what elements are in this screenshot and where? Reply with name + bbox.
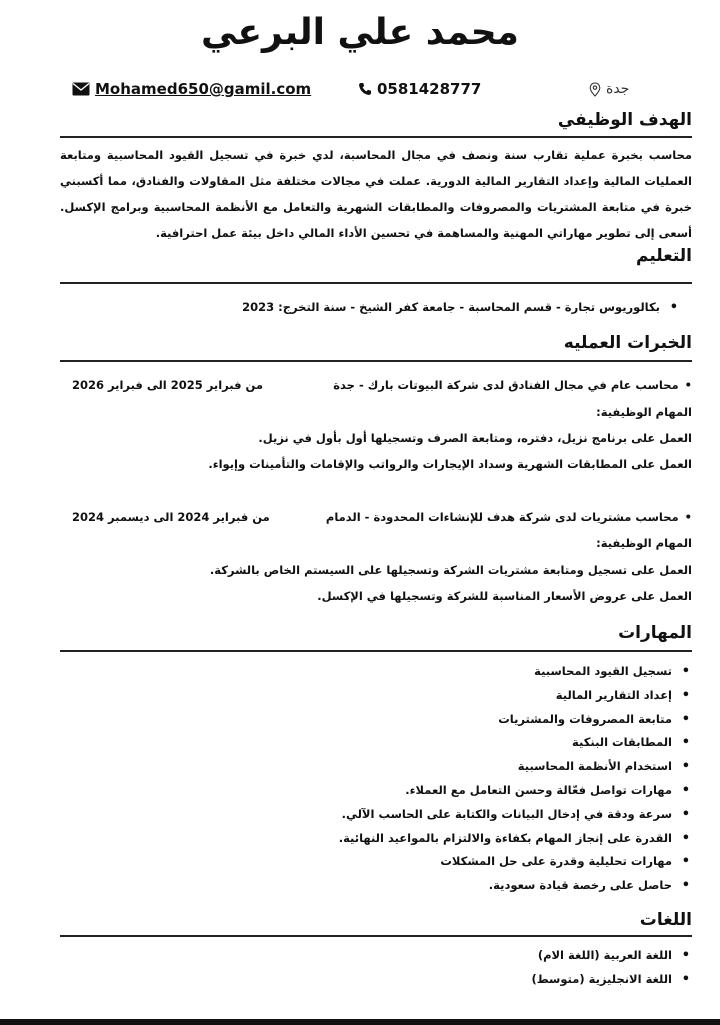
- job-1-title: • محاسب عام في مجال الفنادق لدى شركة البيوتات بارك - جدة: [333, 378, 692, 392]
- languages-divider: [60, 935, 692, 937]
- job-2-tasks-label: المهام الوظيفية:: [596, 536, 692, 550]
- job-2-title: • محاسب مشتريات لدى شركة هدف للإنشاءات المحدودة - الدمام: [326, 510, 692, 524]
- job-1-header: [72, 378, 692, 398]
- job-1-dates: من فبراير 2025 الى فبراير 2026: [72, 378, 264, 392]
- skill-item: • متابعة المصروفات والمشتريات: [339, 708, 672, 732]
- skills-list: [339, 660, 692, 898]
- education-heading: التعليم: [636, 246, 692, 266]
- phone-icon: [358, 82, 372, 96]
- city-contact: [589, 78, 629, 100]
- language-item: • اللغة العربية (اللغة الام): [531, 944, 672, 968]
- bottom-border: [0, 1019, 720, 1025]
- skill-item: • استخدام الأنظمة المحاسبية: [339, 755, 672, 779]
- phone-contact: [358, 78, 481, 100]
- skill-item: • مهارات تحليلية وقدرة على حل المشكلات: [339, 850, 672, 874]
- email-link[interactable]: Mohamed650@gamil.com: [95, 80, 312, 98]
- skill-item: • المطابقات البنكية: [339, 731, 672, 755]
- language-item: • اللغة الانجليزية (متوسط): [531, 968, 672, 992]
- education-list: [242, 296, 680, 320]
- skill-item: • القدرة على إنجاز المهام بكفاءة والالتزام بالمواعيد النهائية.: [339, 827, 672, 851]
- languages-list: [531, 944, 692, 992]
- objective-text: محاسب بخبرة عملية تقارب سنة ونصف في مجال المحاسبة، لدي خبرة في تسجيل القيود المحاسبية ومتابعة العمليات المالية وإعداد التقارير المالية الدورية. عملت في مجالات مختلفة مثل المقاولات والفنادق، مما أكسبني خبرة في متابعة المشتريات والمصروفات والمطابقات الشهرية والتعامل مع الأنظمة المحاسبية وبرامج الإكسل. أسعى إلى تطوير مهاراتي المهنية والمساهمة في تحسين الأداء المالي داخل بيئة عمل احترافية.: [60, 148, 692, 240]
- skills-divider: [60, 650, 692, 652]
- skill-item: • حاصل على رخصة قيادة سعودية.: [339, 874, 672, 898]
- job-1-tasks-label: المهام الوظيفية:: [596, 405, 692, 419]
- email-contact[interactable]: [72, 78, 311, 100]
- experience-divider: [60, 360, 692, 362]
- job-1-task: العمل على برنامج نزيل، دفتره، ومتابعة الصرف وتسجيلها أول بأول في نزيل.: [258, 431, 692, 445]
- envelope-icon: [72, 82, 90, 96]
- languages-heading: اللغات: [639, 910, 692, 930]
- job-2-header: [72, 510, 692, 530]
- objective-divider: [60, 136, 692, 138]
- education-divider: [60, 282, 692, 284]
- skill-item: • تسجيل القيود المحاسبية: [339, 660, 672, 684]
- location-pin-icon: [589, 82, 601, 97]
- education-item: • بكالوريوس تجارة - قسم المحاسبة - جامعة كفر الشيخ - سنة التخرج: 2023: [242, 296, 660, 320]
- skill-item: • إعداد التقارير المالية: [339, 684, 672, 708]
- experience-heading: الخبرات العمليه: [563, 333, 692, 353]
- job-2-task: العمل على عروض الأسعار المناسبة للشركة وتسجيلها في الإكسل.: [317, 589, 692, 603]
- city-name: جدة: [606, 81, 630, 97]
- skill-item: • سرعة ودقة في إدخال البيانات والكتابة على الحاسب الآلي.: [339, 803, 672, 827]
- skills-heading: المهارات: [618, 623, 692, 643]
- job-2-dates: من فبراير 2024 الى ديسمبر 2024: [72, 510, 270, 524]
- candidate-name: محمد علي البرعي: [201, 12, 519, 53]
- job-1-task: العمل على المطابقات الشهرية وسداد الإيجارات والرواتب والإقامات والتأمينات وإيواء.: [208, 457, 692, 471]
- phone-number: 0581428777: [377, 80, 482, 98]
- skill-item: • مهارات تواصل فعّالة وحسن التعامل مع العملاء.: [339, 779, 672, 803]
- job-2-task: العمل على تسجيل ومتابعة مشتريات الشركة وتسجيلها على السيستم الخاص بالشركة.: [209, 563, 692, 577]
- objective-heading: الهدف الوظيفي: [557, 110, 692, 130]
